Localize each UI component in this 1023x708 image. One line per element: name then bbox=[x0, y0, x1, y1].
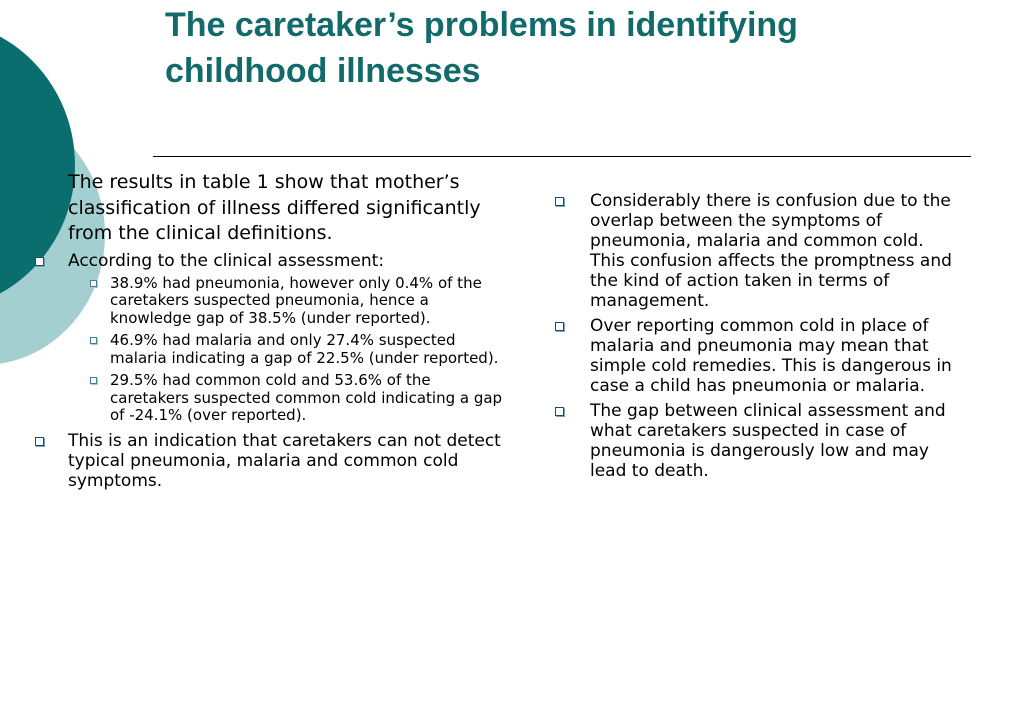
square-bullet-icon bbox=[90, 280, 97, 287]
right-column bbox=[550, 191, 960, 486]
bullet-text: According to the clinical assessment: bbox=[68, 250, 385, 271]
square-bullet-icon bbox=[35, 437, 44, 446]
sub-list-item bbox=[68, 275, 505, 328]
list-item bbox=[550, 316, 960, 396]
bullet-text: Considerably there is confusion due to the overlap between the symptoms of pneumonia, malaria and common cold. This confusion affects the promptness and the kind of action taken in terms of management. bbox=[590, 191, 952, 311]
left-bullet-list bbox=[30, 251, 505, 491]
list-item bbox=[30, 431, 505, 491]
list-item bbox=[550, 401, 960, 481]
sub-bullet-text: 46.9% had malaria and only 27.4% suspected malaria indicating a gap of 22.5% (under reported). bbox=[110, 331, 499, 367]
left-column bbox=[30, 170, 505, 497]
square-bullet-icon bbox=[90, 377, 97, 384]
sub-bullet-text: 38.9% had pneumonia, however only 0.4% of the caretakers suspected pneumonia, hence a knowledge gap of 38.5% (under reported). bbox=[110, 273, 482, 327]
title-divider bbox=[153, 156, 971, 157]
bullet-text: This is an indication that caretakers can not detect typical pneumonia, malaria and common cold symptoms. bbox=[68, 430, 501, 491]
square-bullet-icon bbox=[555, 197, 564, 206]
square-bullet-icon bbox=[35, 257, 44, 266]
square-bullet-icon bbox=[555, 407, 564, 416]
square-bullet-icon bbox=[555, 322, 564, 331]
list-item bbox=[550, 191, 960, 311]
sub-bullet-list bbox=[68, 275, 505, 425]
bullet-text: Over reporting common cold in place of malaria and pneumonia may mean that simple cold remedies. This is dangerous in case a child has pneumonia or malaria. bbox=[590, 316, 952, 396]
intro-paragraph: The results in table 1 show that mother’s classification of illness differed significantly from the clinical definitions. bbox=[68, 171, 481, 244]
sub-list-item bbox=[68, 372, 505, 425]
list-item bbox=[30, 251, 505, 425]
sub-bullet-text: 29.5% had common cold and 53.6% of the caretakers suspected common cold indicating a gap of -24.1% (over reported). bbox=[110, 371, 503, 424]
slide-title: The caretaker’s problems in identifying childhood illnesses bbox=[165, 6, 798, 90]
right-bullet-list bbox=[550, 191, 960, 481]
bullet-text: The gap between clinical assessment and what caretakers suspected in case of pneumonia is dangerously low and may lead to death. bbox=[590, 401, 946, 481]
sub-list-item bbox=[68, 332, 505, 367]
square-bullet-icon bbox=[90, 337, 97, 344]
